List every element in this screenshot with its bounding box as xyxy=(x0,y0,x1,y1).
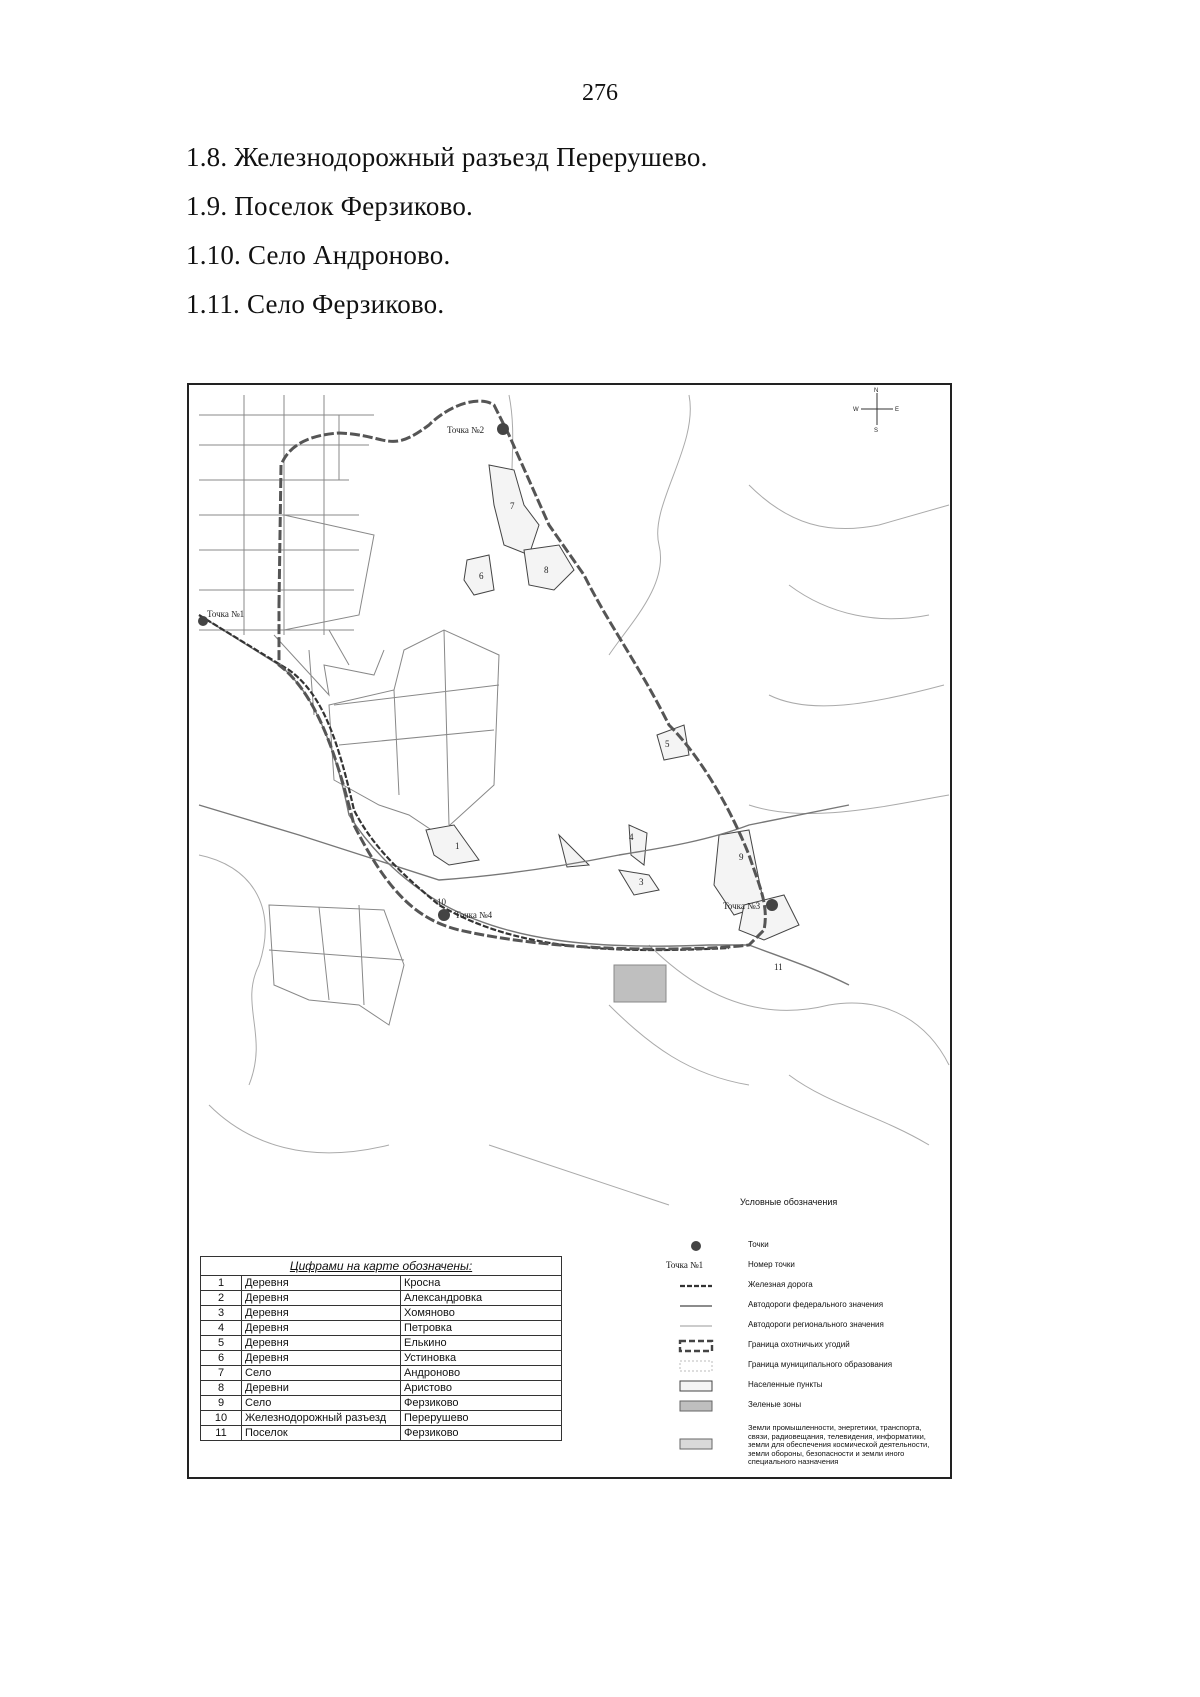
settlement-number-11: 11 xyxy=(774,962,783,972)
heading-1-10: 1.10. Село Андроново. xyxy=(186,240,451,270)
point-label-4: Точка №4 xyxy=(455,910,493,920)
compass-s: S xyxy=(874,428,879,434)
settlement-number-4: 4 xyxy=(629,832,634,842)
point-marker-2 xyxy=(497,423,509,435)
settlement-name-cell: Елькино xyxy=(401,1336,562,1351)
compass-n: N xyxy=(874,388,879,394)
legend-label-railway: Железная дорога xyxy=(748,1280,813,1289)
settlement-number-cell: 7 xyxy=(201,1366,242,1381)
settlement-number-10: 10 xyxy=(437,897,446,907)
heading-1-8: 1.8. Железнодорожный разъезд Перерушево. xyxy=(186,142,708,172)
table-row xyxy=(201,1306,562,1321)
settlement-type-cell: Деревня xyxy=(242,1321,401,1336)
legend-row-special-lands xyxy=(666,1422,946,1470)
settlements-table-caption: Цифрами на карте обозначены: xyxy=(200,1256,562,1275)
table-row xyxy=(201,1411,562,1426)
legend-label-federal-road: Автодороги федерального значения xyxy=(748,1300,884,1309)
compass-e: E xyxy=(895,407,900,413)
settlement-type-cell: Деревня xyxy=(242,1276,401,1291)
point-label-2: Точка №2 xyxy=(447,425,485,435)
table-row xyxy=(201,1321,562,1336)
table-row xyxy=(201,1426,562,1441)
settlement-number-1: 1 xyxy=(455,841,460,851)
legend-point-sample: Точка №1 xyxy=(666,1260,704,1270)
legend-label-point-number: Номер точки xyxy=(748,1260,795,1269)
legend-row-federal-road xyxy=(666,1298,946,1314)
settlement-name-cell: Ферзиково xyxy=(401,1396,562,1411)
settlement-type-cell: Поселок xyxy=(242,1426,401,1441)
forest-parcels-lower-left xyxy=(269,905,404,1025)
point-label-3: Точка №3 xyxy=(723,901,761,911)
table-row xyxy=(201,1396,562,1411)
terrain-lines xyxy=(199,395,949,1205)
hunting-ground-boundary xyxy=(279,401,765,949)
compass-w: W xyxy=(853,407,859,413)
settlement-number-cell: 5 xyxy=(201,1336,242,1351)
legend-row-green-zones xyxy=(666,1398,946,1414)
table-row xyxy=(201,1276,562,1291)
settlement-name-cell: Хомяново xyxy=(401,1306,562,1321)
legend-row-railway xyxy=(666,1278,946,1294)
legend-row-municipal-boundary xyxy=(666,1358,946,1374)
table-row xyxy=(201,1291,562,1306)
settlement-type-cell: Деревня xyxy=(242,1306,401,1321)
settlement-type-cell: Деревни xyxy=(242,1381,401,1396)
forest-parcels-center xyxy=(329,630,499,835)
settlement-name-cell: Кросна xyxy=(401,1276,562,1291)
settlement-number-5: 5 xyxy=(665,739,670,749)
page-number: 276 xyxy=(582,80,618,106)
legend-row-hunting-boundary xyxy=(666,1338,946,1354)
legend-label-special-lands: Земли промышленности, энергетики, транспорта, связи, радиовещания, телевидения, информатики, земли для обеспечения космической деятельности, земли обороны, безопасности и земли иного специального назначения xyxy=(748,1423,930,1466)
settlement-number-cell: 11 xyxy=(201,1426,242,1441)
settlement-number-cell: 10 xyxy=(201,1411,242,1426)
settlement-type-cell: Железнодорожный разъезд xyxy=(242,1411,401,1426)
legend-title: Условные обозначения xyxy=(740,1197,838,1207)
settlement-patches xyxy=(426,465,799,940)
settlements-table xyxy=(200,1256,562,1441)
settlement-number-cell: 2 xyxy=(201,1291,242,1306)
settlement-type-cell: Село xyxy=(242,1396,401,1411)
legend-label-regional-road: Автодороги регионального значения xyxy=(748,1320,884,1329)
settlement-type-cell: Деревня xyxy=(242,1351,401,1366)
compass-rose xyxy=(853,388,899,434)
legend-label-municipal-boundary: Граница муниципального образования xyxy=(748,1360,893,1369)
table-row xyxy=(201,1366,562,1381)
heading-1-11: 1.11. Село Ферзиково. xyxy=(186,289,445,319)
settlement-type-cell: Деревня xyxy=(242,1336,401,1351)
point-marker-4 xyxy=(438,909,450,921)
table-row xyxy=(201,1381,562,1396)
settlement-number-3: 3 xyxy=(639,877,644,887)
legend-label-green-zones: Зеленые зоны xyxy=(748,1400,802,1409)
settlement-number-cell: 3 xyxy=(201,1306,242,1321)
settlements-table-body xyxy=(201,1276,562,1441)
settlement-number-cell: 6 xyxy=(201,1351,242,1366)
point-label-1: Точка №1 xyxy=(207,609,245,619)
legend-label-hunting-boundary: Граница охотничьих угодий xyxy=(748,1340,850,1349)
settlement-number-cell: 4 xyxy=(201,1321,242,1336)
legend-row-regional-road xyxy=(666,1318,946,1334)
settlement-type-cell: Деревня xyxy=(242,1291,401,1306)
legend-row-settlements xyxy=(666,1378,946,1394)
settlement-number-cell: 9 xyxy=(201,1396,242,1411)
table-row xyxy=(201,1351,562,1366)
settlement-name-cell: Ферзиково xyxy=(401,1426,562,1441)
forest-quarter-grid xyxy=(199,395,384,715)
settlement-number-cell: 1 xyxy=(201,1276,242,1291)
legend-label-points: Точки xyxy=(748,1240,769,1249)
settlement-number-9: 9 xyxy=(739,852,744,862)
settlement-name-cell: Петровка xyxy=(401,1321,562,1336)
table-row xyxy=(201,1336,562,1351)
settlement-name-cell: Александровка xyxy=(401,1291,562,1306)
settlement-name-cell: Устиновка xyxy=(401,1351,562,1366)
point-marker-3 xyxy=(766,899,778,911)
settlement-number-6: 6 xyxy=(479,571,484,581)
legend-row-points xyxy=(666,1238,946,1254)
point-markers xyxy=(198,423,778,921)
settlement-number-7: 7 xyxy=(510,501,515,511)
green-zone-area xyxy=(614,965,666,1002)
legend-label-settlements: Населенные пункты xyxy=(748,1380,823,1389)
settlement-name-cell: Андроново xyxy=(401,1366,562,1381)
settlement-type-cell: Село xyxy=(242,1366,401,1381)
settlement-number-8: 8 xyxy=(544,565,549,575)
settlement-name-cell: Перерушево xyxy=(401,1411,562,1426)
heading-1-9: 1.9. Поселок Ферзиково. xyxy=(186,191,473,221)
settlement-number-cell: 8 xyxy=(201,1381,242,1396)
legend-row-point-number xyxy=(666,1258,946,1274)
settlement-name-cell: Аристово xyxy=(401,1381,562,1396)
